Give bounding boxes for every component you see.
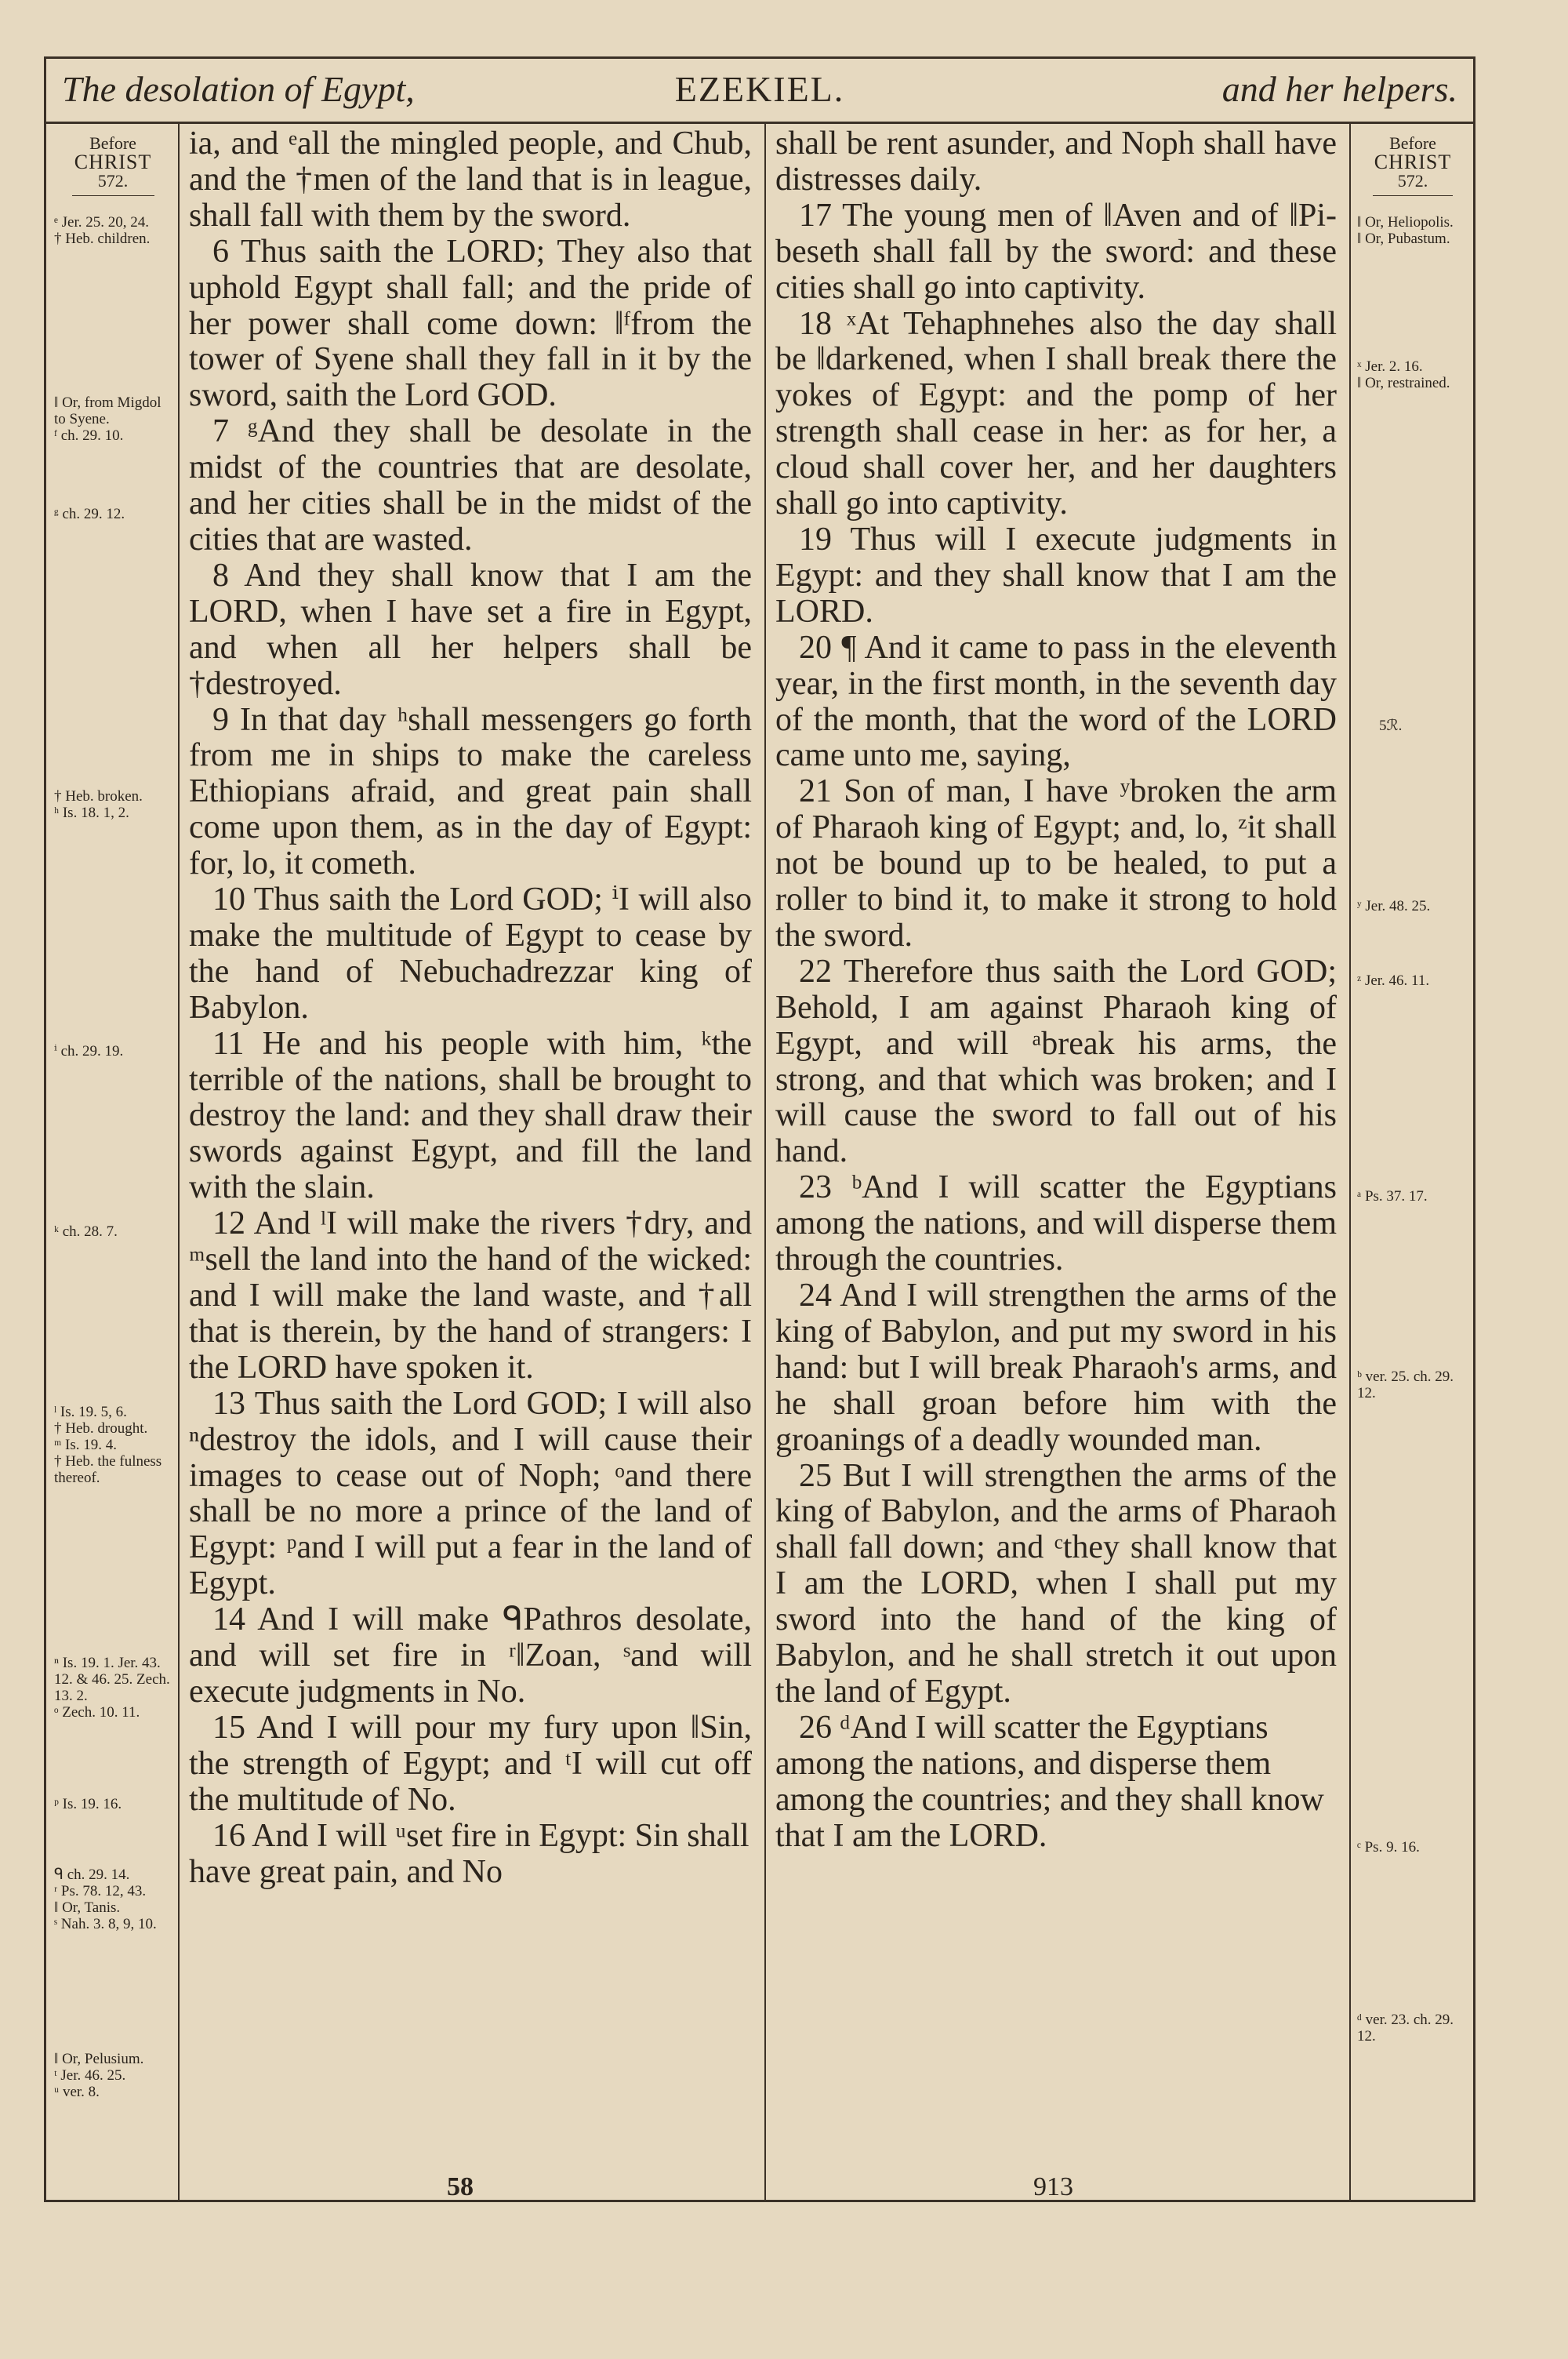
margin-note: ‖ Or, Heliopolis. ‖ Or, Pubastum.: [1357, 214, 1454, 247]
margin-note: ʸ Jer. 48. 25.: [1357, 898, 1431, 914]
margin-note: ᵃ Ps. 37. 17.: [1357, 1188, 1428, 1205]
margin-note: 5ℛ.: [1379, 718, 1403, 734]
header-book-name: EZEKIEL.: [674, 69, 845, 109]
bc-line2: CHRIST: [1374, 151, 1452, 173]
bc-year: 572.: [97, 171, 129, 191]
margin-note: ᵖ Is. 19. 16.: [54, 1796, 122, 1812]
before-christ-left: [54, 134, 172, 196]
verse: 11 He and his people with him, ᵏthe terrible of the nations, shall be brought to destroy the land: and they shall draw their swords against Egypt, and fill the land with the slain.: [189, 1025, 752, 1206]
margin-note: ᵇ ver. 25. ch. 29. 12.: [1357, 1369, 1454, 1401]
margin-note: ᵍ ch. 29. 12.: [54, 506, 125, 522]
page-number: 913: [1033, 2172, 1073, 2201]
text-column-right: [775, 126, 1337, 1855]
margin-note: ‖ Or, from Migdol to Syene. ᶠ ch. 29. 10.: [54, 394, 162, 444]
bc-line1: Before: [1389, 133, 1436, 153]
header-right-title: and her helpers.: [1221, 69, 1457, 109]
verse: 18 ˣAt Tehaphnehes also the day shall be ‖darkened, when I shall break there the yokes of Egypt: and the pomp of her strength shall cease in her: as for her, a cloud shall cover her, and her daughters shall go into captivity.: [775, 305, 1337, 522]
margin-note: ⁿ Is. 19. 1. Jer. 43. 12. & 46. 25. Zech. 13. 2. ᵒ Zech. 10. 11.: [54, 1655, 170, 1721]
verse: 9 In that day ʰshall messengers go forth from me in ships to make the careless Ethiopians afraid, and great pain shall come upon them, as in the day of Egypt: for, lo, it cometh.: [189, 701, 752, 882]
verse: 7 ᵍAnd they shall be desolate in the midst of the countries that are desolate, and her cities shall be in the midst of the cities that are wasted.: [189, 413, 752, 558]
bc-line1: Before: [89, 133, 136, 153]
margin-note: ᑫ ch. 29. 14. ʳ Ps. 78. 12, 43. ‖ Or, Tanis. ˢ Nah. 3. 8, 9, 10.: [54, 1866, 157, 1932]
verse: 6 Thus saith the LORD; They also that uphold Egypt shall fall; and the pride of her power shall come down: ‖ᶠfrom the tower of Syene shall they fall in it by the sword, saith the Lord GOD.: [189, 233, 752, 414]
verse: 25 But I will strengthen the arms of the king of Babylon, and the arms of Pharaoh shall fall down; and ᶜthey shall know that I am the LORD, when I shall put my sword into the hand of the king of Babylon, and he shall stretch it out upon the land of Egypt.: [775, 1457, 1337, 1710]
verse: 10 Thus saith the Lord GOD; ⁱI will also make the multitude of Egypt to cease by the hand of Nebuchadrezzar king of Babylon.: [189, 881, 752, 1026]
column-divider: [764, 122, 766, 2200]
verse: 24 And I will strengthen the arms of the king of Babylon, and put my sword in his hand: but I will break Pharaoh's arms, and he shall groan before him with the groanings of a deadly wounded man.: [775, 1278, 1337, 1458]
verse: 16 And I will ᵘset fire in Egypt: Sin shall have great pain, and No: [189, 1817, 750, 1890]
verse: 14 And I will make ᑫPathros desolate, and will set fire in ʳ‖Zoan, ˢand will execute judgments in No.: [189, 1601, 752, 1710]
signature-mark: 58: [447, 2172, 474, 2201]
left-margin-rule: [178, 122, 180, 2200]
verse: 19 Thus will I execute judgments in Egypt: and they shall know that I am the LORD.: [775, 521, 1337, 630]
header-left-title: The desolation of Egypt,: [62, 69, 415, 109]
page-frame: [44, 56, 1475, 2202]
verse: 21 Son of man, I have ʸbroken the arm of Pharaoh king of Egypt; and, lo, ᶻit shall not be bound up to be healed, to put a roller to bind it, to make it strong to hold the sword.: [775, 773, 1337, 954]
verse: 22 Therefore thus saith the Lord GOD; Behold, I am against Pharaoh king of Egypt, and will ᵃbreak his arms, the strong, and that which was broken; and I will cause the sword to fall out of his hand.: [775, 953, 1337, 1170]
verse: 20 ¶ And it came to pass in the eleventh year, in the first month, in the seventh day of the month, that the word of the LORD came unto me, saying,: [775, 629, 1337, 774]
before-christ-right: [1356, 134, 1470, 196]
margin-note: ᶻ Jer. 46. 11.: [1357, 972, 1430, 989]
verse: 26 ᵈAnd I will scatter the Egyptians among the nations, and disperse them among the countries; and they shall know that I am the LORD.: [775, 1709, 1324, 1854]
bc-year: 572.: [1397, 171, 1428, 191]
verse: 15 And I will pour my fury upon ‖Sin, the strength of Egypt; and ᵗI will cut off the multitude of No.: [189, 1709, 752, 1818]
running-header: [46, 59, 1473, 124]
verse: 17 The young men of ‖Aven and of ‖Pi-beseth shall fall by the sword: and these cities shall go into captivity.: [775, 197, 1337, 306]
verse: shall be rent asunder, and Noph shall have distresses daily.: [775, 125, 1337, 198]
margin-note: ‖ Or, Pelusium. ᵗ Jer. 46. 25. ᵘ ver. 8.: [54, 2051, 144, 2100]
verse: 23 ᵇAnd I will scatter the Egyptians among the nations, and will disperse them through the countries.: [775, 1169, 1337, 1278]
margin-note: ᵈ ver. 23. ch. 29. 12.: [1357, 2012, 1454, 2045]
margin-note: ⁱ ch. 29. 19.: [54, 1043, 124, 1060]
right-margin-rule: [1349, 122, 1351, 2200]
verse: 8 And they shall know that I am the LORD, when I have set a fire in Egypt, and when all her helpers shall be †destroyed.: [189, 557, 752, 702]
bc-line2: CHRIST: [74, 151, 152, 173]
margin-note: ᵏ ch. 28. 7.: [54, 1223, 118, 1240]
text-column-left: [189, 126, 752, 1890]
margin-note: ᵉ Jer. 25. 20, 24. † Heb. children.: [54, 214, 151, 247]
verse: 13 Thus saith the Lord GOD; I will also ⁿdestroy the idols, and I will cause their images to cease out of Noph; ᵒand there shall be no more a prince of the land of Egypt: ᵖand I will put a fear in the land of Egypt.: [189, 1385, 752, 1602]
margin-note: ˣ Jer. 2. 16. ‖ Or, restrained.: [1357, 358, 1450, 391]
margin-note: ˡ Is. 19. 5, 6. † Heb. drought. ᵐ Is. 19. 4. † Heb. the fulness thereof.: [54, 1404, 162, 1486]
margin-note: † Heb. broken. ʰ Is. 18. 1, 2.: [54, 788, 143, 821]
margin-note: ᶜ Ps. 9. 16.: [1357, 1839, 1420, 1856]
verse: ia, and ᵉall the mingled people, and Chub, and the †men of the land that is in league, shall fall with them by the sword.: [189, 125, 752, 234]
verse: 12 And ˡI will make the rivers †dry, and ᵐsell the land into the hand of the wicked: and I will make the land waste, and †all that is therein, by the hand of strangers: I the LORD have spoken it.: [189, 1205, 752, 1386]
